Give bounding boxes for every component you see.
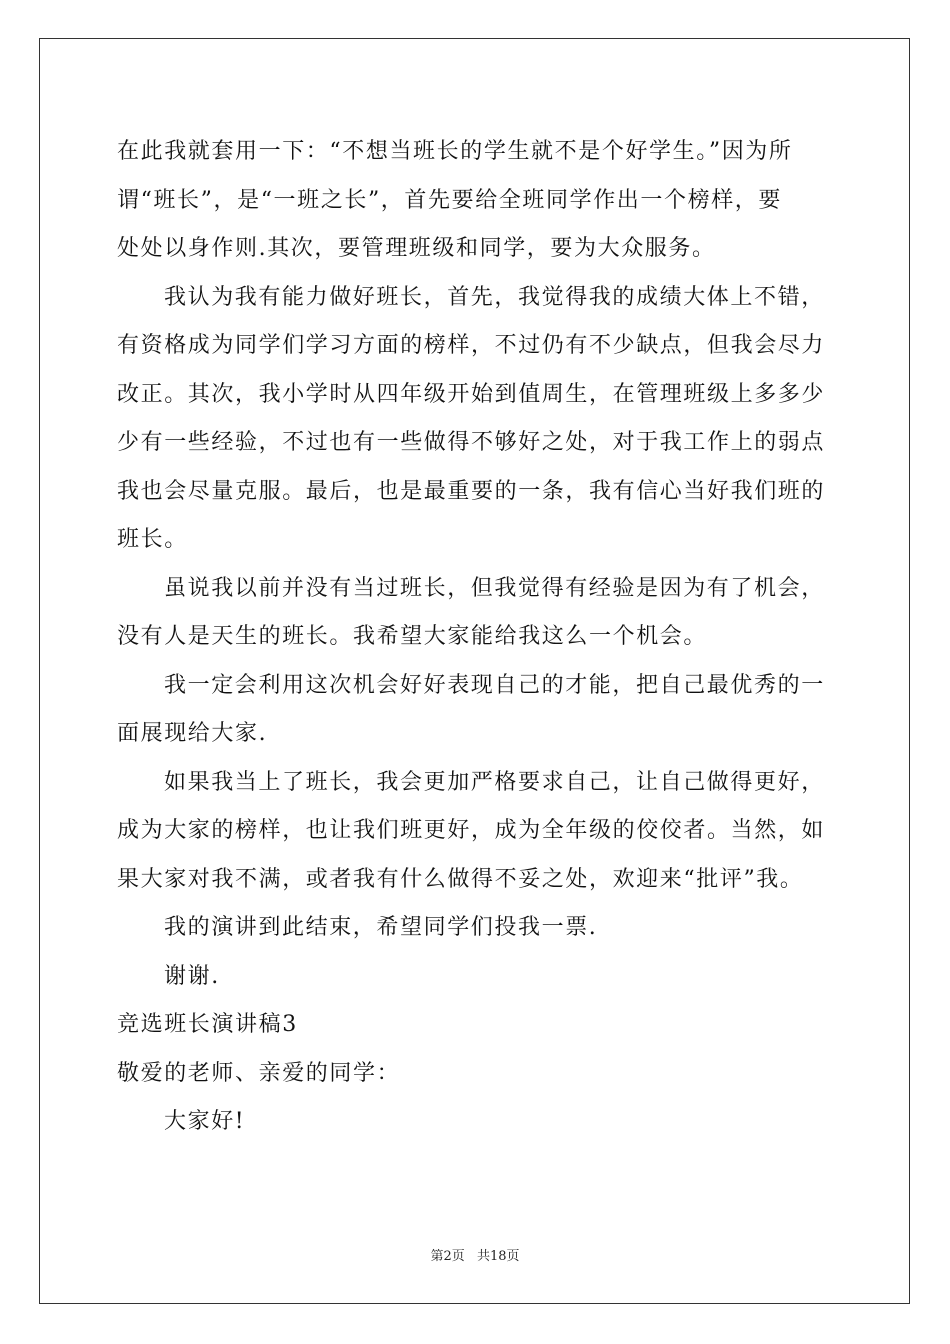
paragraph-line: 没有人是天生的班长。我希望大家能给我这么一个机会。 [117,624,708,649]
paragraph-line: 处处以身作则.其次，要管理班级和同学，要为大众服务。 [117,236,716,261]
page-total: 共18页 [476,1249,520,1264]
paragraph-line: 我也会尽量克服。最后，也是最重要的一条，我有信心当好我们班的 [117,478,826,504]
paragraph-line: 我认为我有能力做好班长，首先，我觉得我的成绩大体上不错， [164,284,825,310]
section-title: 竞选班长演讲稿3 [117,1012,298,1037]
page-footer [0,1245,950,1264]
paragraph-line: 我一定会利用这次机会好好表现自己的才能，把自己最优秀的一 [164,672,825,698]
paragraph-line: 在此我就套用一下：“不想当班长的学生就不是个好学生。”因为所 [117,139,793,164]
paragraph-line: 谢谢. [164,963,220,989]
paragraph-line: 如果我当上了班长，我会更加严格要求自己，让自己做得更好， [164,769,825,795]
document-body [117,128,837,1147]
greeting: 大家好! [164,1109,246,1134]
paragraph-line: 谓“班长”，是“一班之长”，首先要给全班同学作出一个榜样，要 [117,187,782,213]
salutation: 敬爱的老师、亲爱的同学： [117,1060,401,1086]
paragraph-line: 虽说我以前并没有当过班长，但我觉得有经验是因为有了机会， [164,575,825,601]
paragraph-line: 果大家对我不满，或者我有什么做得不妥之处，欢迎来“批评”我。 [117,866,804,892]
paragraph-line: 我的演讲到此结束，希望同学们投我一票. [164,915,598,940]
paragraph-line: 面展现给大家. [117,721,268,746]
paragraph-line: 有资格成为同学们学习方面的榜样，不过仍有不少缺点，但我会尽力 [117,333,826,358]
paragraph-line: 改正。其次，我小学时从四年级开始到值周生，在管理班级上多多少 [117,381,826,407]
page-number: 第2页 [430,1249,465,1264]
paragraph-line: 成为大家的榜样，也让我们班更好，成为全年级的佼佼者。当然，如 [117,818,826,843]
paragraph-line: 班长。 [117,527,188,552]
paragraph-line: 少有一些经验，不过也有一些做得不够好之处，对于我工作上的弱点 [117,430,826,455]
